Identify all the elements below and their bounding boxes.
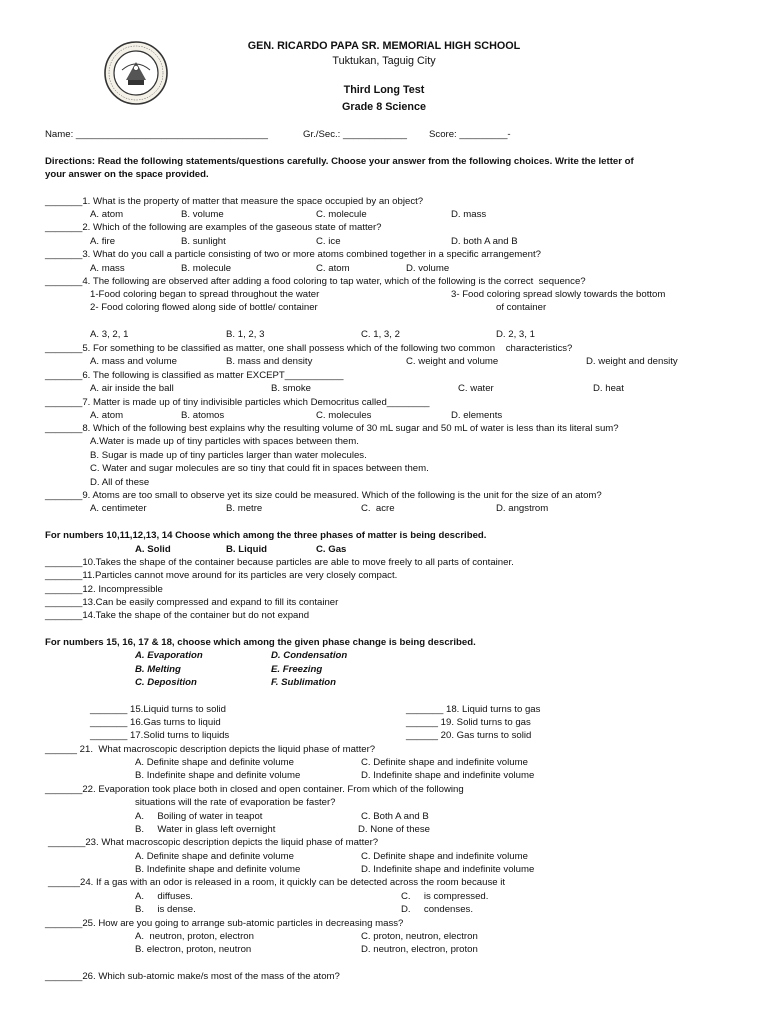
sequence-item: 1-Food coloring began to spread throughout the water: [90, 289, 320, 300]
question-17: _______ 17.Solid turns to liquids: [90, 730, 230, 741]
question-26: _______26. Which sub-atomic make/s most of the mass of the atom?: [45, 971, 340, 982]
score-field: Score: _________-: [429, 129, 511, 140]
question-21: ______ 21. What macroscopic description depicts the liquid phase of matter?: [45, 744, 376, 755]
question-22-continued: situations will the rate of evaporation be faster?: [135, 797, 336, 808]
choice: C. weight and volume: [406, 356, 499, 367]
sequence-item: of container: [496, 302, 547, 313]
choice: C. Definite shape and indefinite volume: [361, 851, 528, 862]
question-3: _______3. What do you call a particle consisting of two or more atoms combined together in a specific arrangement?: [45, 249, 541, 260]
choice: A. 3, 2, 1: [90, 329, 129, 340]
question-24: ______24. If a gas with an odor is released in a room, it quickly can be detected across the room because it: [48, 877, 506, 888]
choice: B. Indefinite shape and definite volume: [135, 864, 301, 875]
option: A. Evaporation: [135, 650, 203, 661]
choice: C. Definite shape and indefinite volume: [361, 757, 528, 768]
test-title: Third Long Test: [343, 84, 425, 96]
choice: A. Boiling of water in teapot: [135, 811, 263, 822]
option: B. Melting: [135, 664, 181, 675]
sequence-item: 2- Food coloring flowed along side of bottle/ container: [90, 302, 318, 313]
question-6: _______6. The following is classified as matter EXCEPT___________: [45, 370, 344, 381]
school-name: GEN. RICARDO PAPA SR. MEMORIAL HIGH SCHOOL: [247, 40, 521, 52]
question-9: _______9. Atoms are too small to observe yet its size could be measured. Which of the following is the unit for the size of an atom?: [45, 490, 602, 501]
question-7: _______7. Matter is made up of tiny indivisible particles which Democritus called________: [45, 397, 430, 408]
question-19: ______ 19. Solid turns to gas: [406, 717, 531, 728]
question-12: _______12. Incompressible: [45, 584, 163, 595]
choice: A. diffuses.: [135, 891, 193, 902]
choice: D. 2, 3, 1: [496, 329, 535, 340]
choice: A. mass: [90, 263, 125, 274]
choice: B. Water in glass left overnight: [135, 824, 276, 835]
choice: D. mass: [451, 209, 487, 220]
choice: A.Water is made up of tiny particles with spaces between them.: [90, 436, 359, 447]
option: B. Liquid: [226, 544, 268, 555]
subject-title: Grade 8 Science: [341, 101, 427, 113]
choice: A. neutron, proton, electron: [135, 931, 254, 942]
choice: D. Indefinite shape and indefinite volume: [361, 864, 535, 875]
name-field: Name: ____________________________________: [45, 129, 269, 140]
choice: D. elements: [451, 410, 503, 421]
choice: B. electron, proton, neutron: [135, 944, 252, 955]
choice: C. proton, neutron, electron: [361, 931, 478, 942]
choice: B. metre: [226, 503, 263, 514]
question-1: _______1. What is the property of matter that measure the space occupied by an object?: [45, 196, 424, 207]
choice: D. condenses.: [401, 904, 473, 915]
choice: A. atom: [90, 209, 124, 220]
choice: C. ice: [316, 236, 341, 247]
choice: C. acre: [361, 503, 395, 514]
question-11: _______11.Particles cannot move around for its particles are very closely compact.: [45, 570, 398, 581]
option: C. Gas: [316, 544, 347, 555]
choice: B. sunlight: [181, 236, 226, 247]
choice: B. atomos: [181, 410, 225, 421]
choice: B. 1, 2, 3: [226, 329, 265, 340]
choice: D. angstrom: [496, 503, 549, 514]
choice: C. Both A and B: [361, 811, 429, 822]
choice: C. water: [458, 383, 494, 394]
option: E. Freezing: [271, 664, 323, 675]
choice: C. Water and sugar molecules are so tiny that could fit in spaces between them.: [90, 463, 429, 474]
choice: A. air inside the ball: [90, 383, 174, 394]
question-5: _______5. For something to be classified as matter, one shall possess which of the following two common characteristics?: [45, 343, 573, 354]
question-25: _______25. How are you going to arrange sub-atomic particles in decreasing mass?: [45, 918, 404, 929]
section-instructions: For numbers 15, 16, 17 & 18, choose which among the given phase change is being described.: [45, 637, 476, 648]
choice: A. Definite shape and definite volume: [135, 757, 294, 768]
choice: D. both A and B: [451, 236, 518, 247]
question-22: _______22. Evaporation took place both in closed and open container. From which of the following: [45, 784, 464, 795]
grade-section-field: Gr./Sec.: ____________: [303, 129, 408, 140]
choice: A. atom: [90, 410, 124, 421]
choice: D. heat: [593, 383, 624, 394]
choice: D. volume: [406, 263, 450, 274]
choice: B. is dense.: [135, 904, 196, 915]
sequence-item: 3- Food coloring spread slowly towards the bottom: [451, 289, 666, 300]
choice: C. 1, 3, 2: [361, 329, 400, 340]
choice: A. fire: [90, 236, 116, 247]
directions-line: Directions: Read the following statements/questions carefully. Choose your answer from the following choices. Write the letter of: [45, 156, 634, 167]
choice: D. weight and density: [586, 356, 678, 367]
question-18: _______ 18. Liquid turns to gas: [406, 704, 541, 715]
question-10: _______10.Takes the shape of the container because particles are able to move freely to all parts of container.: [45, 557, 514, 568]
choice: D. None of these: [358, 824, 430, 835]
question-14: _______14.Take the shape of the container but do not expand: [45, 610, 310, 621]
question-8: _______8. Which of the following best explains why the resulting volume of 30 mL sugar and 50 mL of water is less than its literal sum?: [45, 423, 619, 434]
choice: B. mass and density: [226, 356, 313, 367]
choice: A. centimeter: [90, 503, 147, 514]
choice: A. Definite shape and definite volume: [135, 851, 294, 862]
option: D. Condensation: [271, 650, 348, 661]
question-15: _______ 15.Liquid turns to solid: [90, 704, 227, 715]
question-16: _______ 16.Gas turns to liquid: [90, 717, 221, 728]
option: C. Deposition: [135, 677, 197, 688]
choice: B. smoke: [271, 383, 311, 394]
question-2: _______2. Which of the following are examples of the gaseous state of matter?: [45, 222, 382, 233]
choice: C. molecule: [316, 209, 367, 220]
choice: B. molecule: [181, 263, 232, 274]
choice: C. is compressed.: [401, 891, 489, 902]
option: A. Solid: [135, 544, 171, 555]
choice: A. mass and volume: [90, 356, 177, 367]
section-instructions: For numbers 10,11,12,13, 14 Choose which among the three phases of matter is being described.: [45, 530, 487, 541]
option: F. Sublimation: [271, 677, 337, 688]
question-20: ______ 20. Gas turns to solid: [406, 730, 532, 741]
choice: C. atom: [316, 263, 350, 274]
directions-line: your answer on the space provided.: [45, 169, 209, 180]
school-location: Tuktukan, Taguig City: [332, 55, 436, 67]
question-23: _______23. What macroscopic description depicts the liquid phase of matter?: [48, 837, 379, 848]
choice: C. molecules: [316, 410, 372, 421]
choice: B. Indefinite shape and definite volume: [135, 770, 301, 781]
choice: D. Indefinite shape and indefinite volume: [361, 770, 535, 781]
choice: D. All of these: [90, 477, 150, 488]
choice: B. Sugar is made up of tiny particles larger than water molecules.: [90, 450, 367, 461]
question-4: _______4. The following are observed after adding a food coloring to tap water, which of the following is the correct sequence?: [45, 276, 586, 287]
choice: D. neutron, electron, proton: [361, 944, 478, 955]
question-13: _______13.Can be easily compressed and expand to fill its container: [45, 597, 339, 608]
choice: B. volume: [181, 209, 224, 220]
